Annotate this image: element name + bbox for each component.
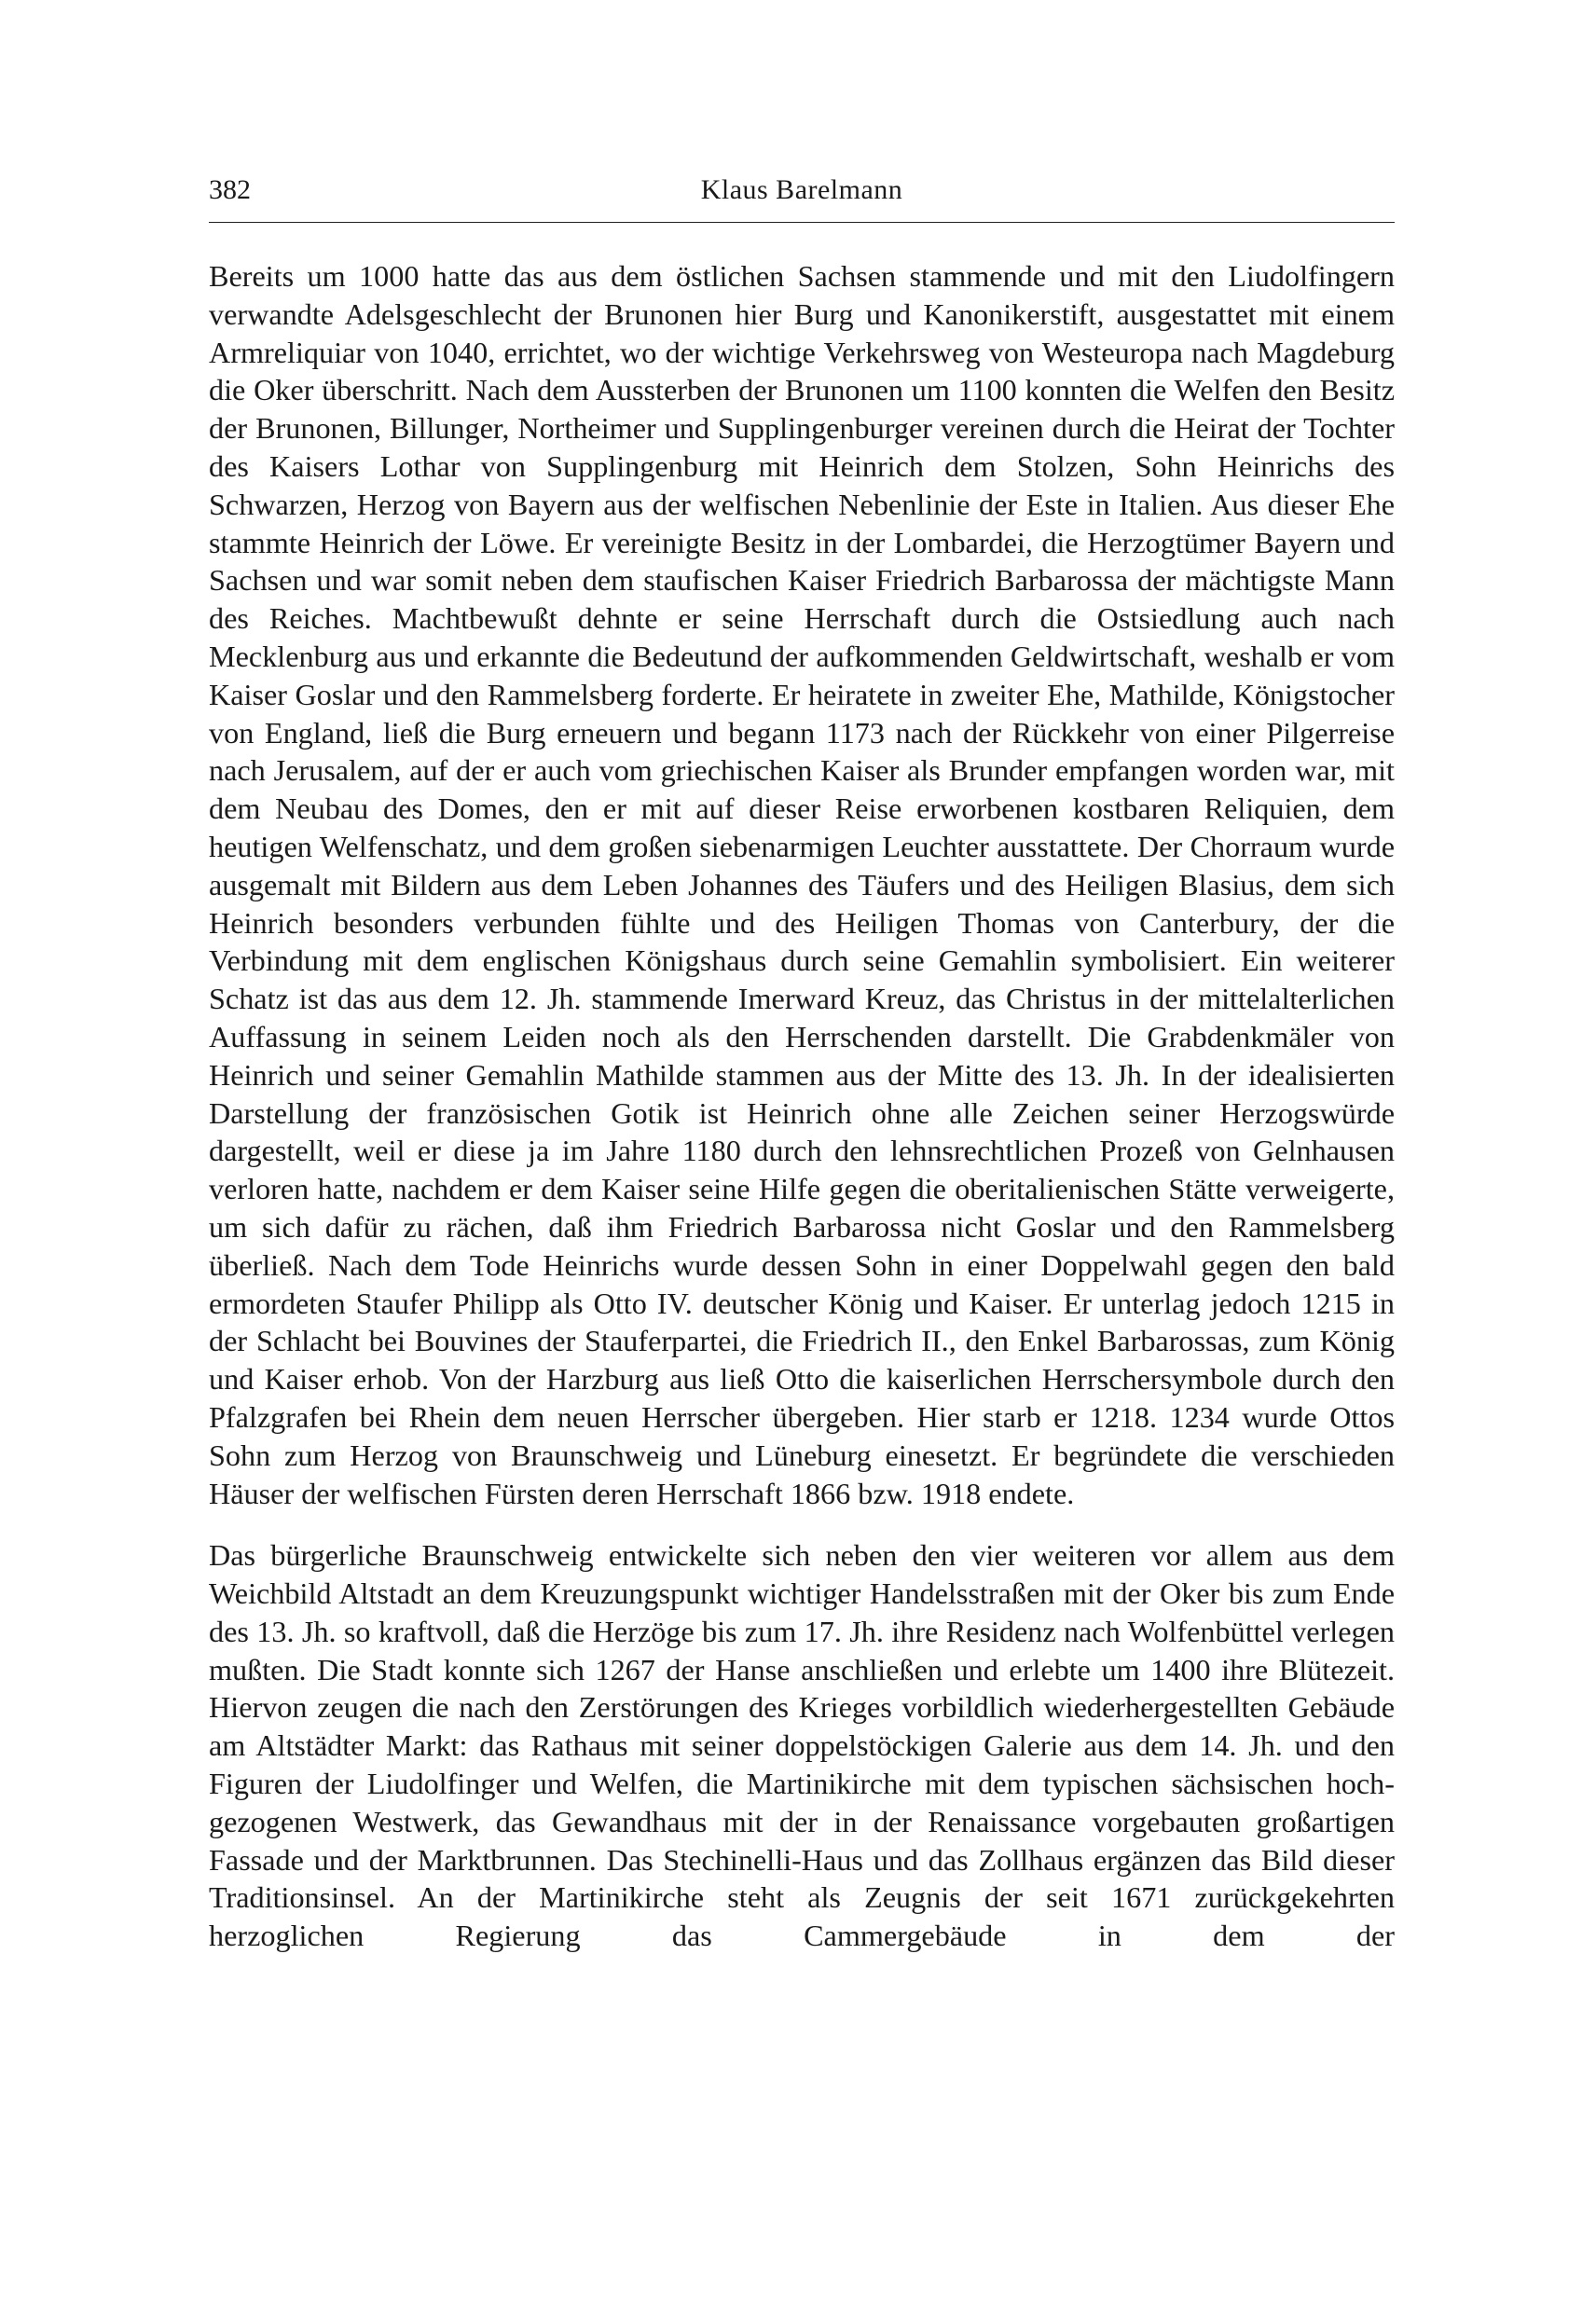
- page-header: [209, 170, 1395, 223]
- paragraph-braunschweig-welfen: Bereits um 1000 hatte das aus dem östlichen Sachsen stammende und mit den Liudolfingern verwandte Adelsgeschlecht der Brunonen hier Burg und Kanonikerstift, ausgestattet mit einem Armreliquiar von 1040, errichtet, wo der wichtige Verkehrsweg von Westeuropa nach Magdeburg die Oker überschritt. Nach dem Aussterben der Brunonen um 1100 konnten die Welfen den Besitz der Brunonen, Billunger, Northeimer und Supplingenburger vereinen durch die Heirat der Tochter des Kaisers Lothar von Supplingenburg mit Heinrich dem Stolzen, Sohn Heinrichs des Schwarzen, Herzog von Bayern aus der welfischen Nebenlinie der Este in Italien. Aus dieser Ehe stammte Heinrich der Löwe. Er vereinigte Besitz in der Lombardei, die Herzogtümer Bayern und Sachsen und war somit neben dem staufischen Kaiser Friedrich Barbarossa der mächtigste Mann des Reiches. Machtbewußt dehnte er seine Herrschaft durch die Ostsiedlung auch nach Mecklenburg aus und erkannte die Bedeutund der aufkommenden Geldwirtschaft, weshalb er vom Kaiser Goslar und den Rammelsberg forderte. Er heiratete in zweiter Ehe, Mathilde, Königstocher von England, ließ die Burg erneuern und begann 1173 nach der Rückkehr von einer Pilgerreise nach Jerusalem, auf der er auch vom griechischen Kaiser als Brunder empfangen worden war, mit dem Neubau des Domes, den er mit auf dieser Reise erworbenen kostbaren Reliquien, dem heutigen Welfenschatz, und dem großen siebenarmigen Leuchter ausstattete. Der Chorraum wurde ausgemalt mit Bildern aus dem Leben Johannes des Täufers und des Heiligen Blasius, dem sich Heinrich besonders verbunden fühlte und des Heiligen Thomas von Canterbury, der die Verbindung mit dem englischen Königshaus durch seine Gemahlin symbolisiert. Ein weiterer Schatz ist das aus dem 12. Jh. stammende Imerward Kreuz, das Christus in der mittelalterlichen Auffassung in seinem Leiden noch als den Herrschenden darstellt. Die Grabdenkmäler von Heinrich und seiner Gemahlin Mathilde stammen aus der Mitte des 13. Jh. In der idealisierten Darstellung der französischen Gotik ist Heinrich ohne alle Zeichen seiner Herzogswürde dargestellt, weil er diese ja im Jahre 1180 durch den lehnsrechtlichen Prozeß von Gelnhausen verloren hatte, nachdem er dem Kaiser seine Hilfe gegen die oberitalienischen Stätte verweigerte, um sich dafür zu rächen, daß ihm Friedrich Barbarossa nicht Goslar und den Rammelsberg überließ. Nach dem Tode Heinrichs wurde dessen Sohn in einer Doppelwahl gegen den bald ermordeten Staufer Philipp als Otto IV. deutscher König und Kaiser. Er unterlag jedoch 1215 in der Schlacht bei Bouvines der Stauferpartei, die Friedrich II., den Enkel Barbarossas, zum König und Kaiser erhob. Von der Harzburg aus ließ Otto die kaiserlichen Herrschersymbole durch den Pfalzgrafen bei Rhein dem neuen Herrscher übergeben. Hier starb er 1218. 1234 wurde Ottos Sohn zum Herzog von Braunschweig und Lüneburg einesetzt. Er begründete die verschieden Häuser der welfischen Fürsten deren Herrschaft 1866 bzw. 1918 endete.: [209, 259, 1395, 1510]
- running-head: Klaus Barelmann: [700, 174, 903, 205]
- paragraph-buergerliches-braunschweig: Das bürgerliche Braunschweig entwickelte sich neben den vier weiteren vor allem aus dem Weichbild Altstadt an dem Kreuzungspunkt wichtiger Handelsstraßen mit der Oker bis zum Ende des 13. Jh. so kraftvoll, daß die Herzöge bis zum 17. Jh. ihre Residenz nach Wolfenbüttel verlegen mußten. Die Stadt konnte sich 1267 der Hanse anschließen und erlebte um 1400 ihre Blütezeit. Hiervon zeugen die nach den Zerstörungen des Krieges vorbildlich wiederhergestellten Gebäude am Altstädter Markt: das Rathaus mit seiner doppelstöckigen Galerie aus dem 14. Jh. und den Figuren der Liudolfinger und Welfen, die Martinikirche mit dem typischen sächsischen hochgezogenen Westwerk, das Gewandhaus mit der in der Renaissance vorgebauten großartigen Fassade und der Marktbrunnen. Das Stechinelli-Haus und das Zollhaus ergänzen das Bild dieser Traditionsinsel. An der Martinikirche steht als Zeugnis der seit 1671 zurückgekehrten herzoglichen Regierung das Cammergebäude in dem der: [209, 1538, 1395, 1953]
- body-text: [209, 257, 1395, 1955]
- page-number: 382: [209, 174, 251, 205]
